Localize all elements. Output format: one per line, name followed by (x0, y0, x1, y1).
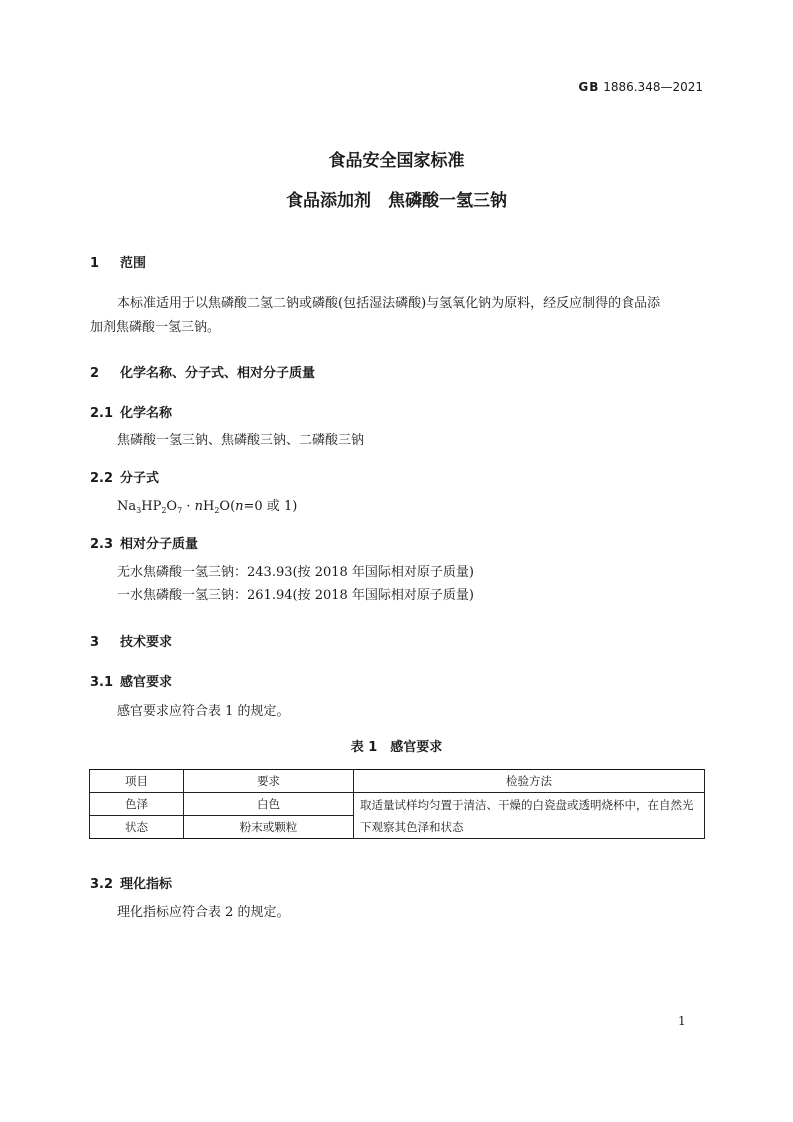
document-subtitle: 食品添加剂 焦磷酸一氢三钠 (286, 191, 507, 211)
section-2-heading: 2 化学名称、分子式、相对分子质量 (90, 366, 316, 381)
section-1-heading: 1 范围 (90, 256, 147, 271)
table-header-cell: 检验方法 (354, 770, 705, 793)
molecular-mass-anhydrous: 无水焦磷酸一氢三钠：243.93(按 2018 年国际相对原子质量) (117, 565, 474, 580)
standard-code (578, 80, 703, 94)
section-3-2-text: 理化指标应符合表 2 的规定。 (117, 905, 290, 920)
molecular-mass-monohydrate: 一水焦磷酸一氢三钠：261.94(按 2018 年国际相对原子质量) (117, 588, 474, 603)
table-row (90, 793, 705, 816)
table-cell-item: 状态 (90, 816, 184, 839)
section-3-1-heading: 3.1 感官要求 (90, 675, 173, 690)
table-cell-requirement: 粉末或颗粒 (184, 816, 354, 839)
section-2-1-heading: 2.1 化学名称 (90, 406, 173, 421)
section-2-3-heading: 2.3 相对分子质量 (90, 537, 199, 552)
section-3-heading: 3 技术要求 (90, 635, 173, 650)
molecular-formula: $Na_3HP_2O_7 \cdot nH_2O(n=0$ 或 1) (117, 499, 298, 515)
table-cell-test-method: 取适量试样均匀置于清洁、干燥的白瓷盘或透明烧杯中，在自然光下观察其色泽和状态 (354, 793, 705, 839)
table-1-caption: 表 1 感官要求 (350, 740, 443, 755)
page-number: 1 (678, 1014, 686, 1028)
chemical-names: 焦磷酸一氢三钠、焦磷酸三钠、二磷酸三钠 (117, 433, 365, 448)
table-cell-item: 色泽 (90, 793, 184, 816)
standard-prefix: GB (578, 80, 600, 94)
table-header-cell: 要求 (184, 770, 354, 793)
section-2-2-heading: 2.2 分子式 (90, 471, 160, 486)
section-3-1-text: 感官要求应符合表 1 的规定。 (117, 704, 290, 719)
section-1-paragraph-line2: 加剂焦磷酸一氢三钠。 (90, 320, 221, 335)
section-3-2-heading: 3.2 理化指标 (90, 877, 173, 892)
table-header-cell: 项目 (90, 770, 184, 793)
sensory-requirements-table (89, 769, 705, 839)
document-title: 食品安全国家标准 (328, 151, 465, 171)
section-1-paragraph-line1: 本标准适用于以焦磷酸二氢二钠或磷酸(包括湿法磷酸)与氢氧化钠为原料，经反应制得的食品添 (117, 296, 661, 311)
standard-number: 1886.348—2021 (603, 80, 703, 94)
table-header-row (90, 770, 705, 793)
table-cell-requirement: 白色 (184, 793, 354, 816)
